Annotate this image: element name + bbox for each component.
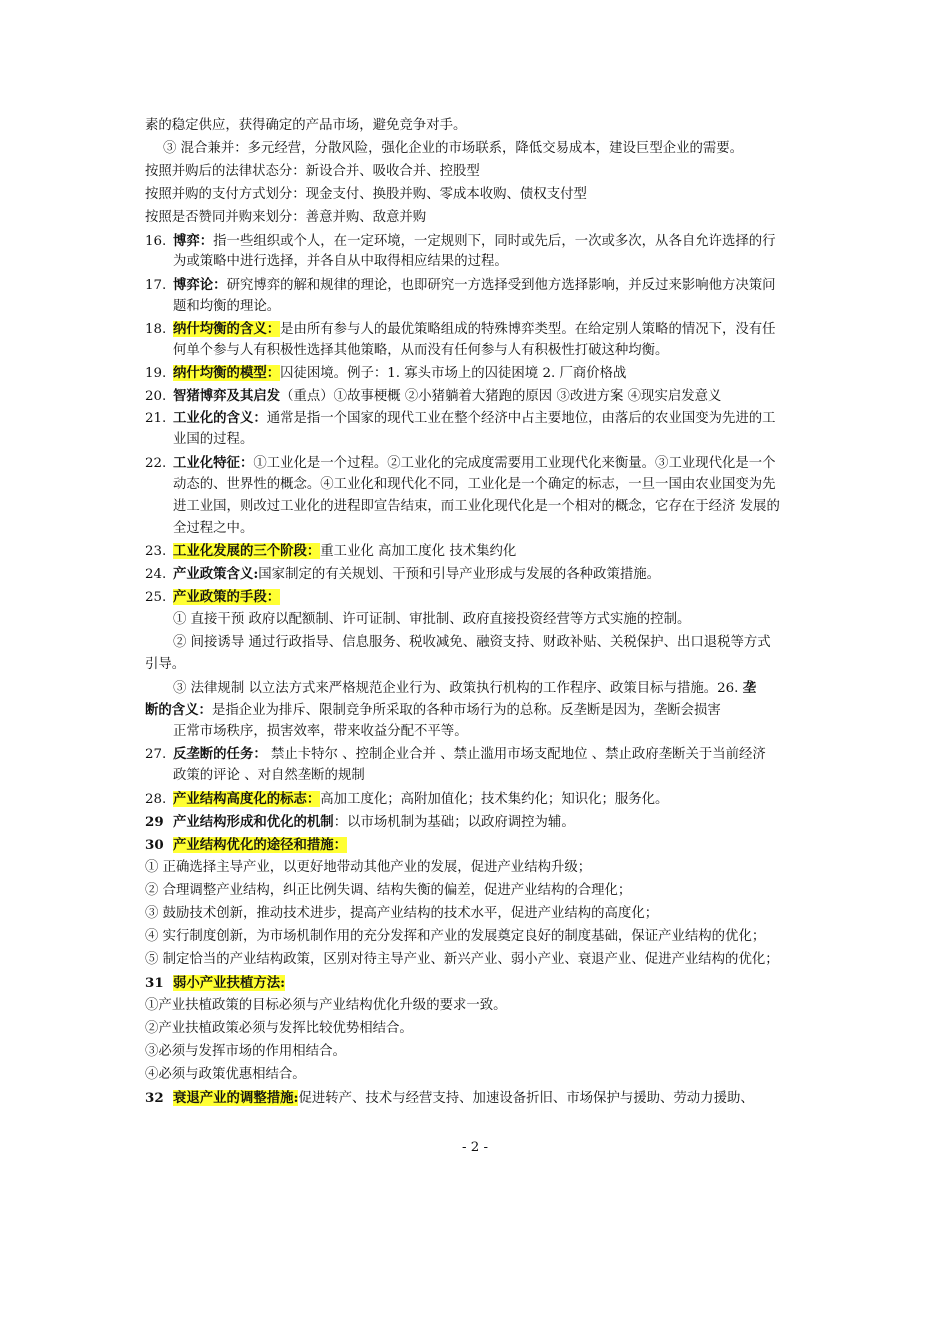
item-25-means-3: ③ 法律规制 以立法方式来严格规范企业行为、政策执行机构的工作程序、政策目标与措施。26. 垄: [173, 680, 757, 696]
item-17: 17. 博弈论：研究博弈的解和规律的理论，也即研究一方选择受到他方选择影响，并反过来影响他方决策问: [145, 277, 776, 293]
item-31-point-1: ①产业扶植政策的目标必须与产业结构优化升级的要求一致。: [145, 998, 507, 1013]
page-number: - 2 -: [461, 1140, 489, 1155]
item-18-cont: 何单个参与人有积极性选择其他策略，从而没有任何参与人有积极性打破这种均衡。: [173, 343, 669, 358]
item-31-point-3: ③必须与发挥市场的作用相结合。: [145, 1044, 346, 1059]
item-25: 25. 产业政策的手段：: [145, 589, 281, 605]
item-30-point-4: ④ 实行制度创新，为市场机制作用的充分发挥和产业的发展奠定良好的制度基础，保证产业结构的优化；: [145, 929, 766, 944]
item-30-point-3: ③ 鼓励技术创新，推动技术进步，提高产业结构的技术水平，促进产业结构的高度化；: [145, 906, 659, 921]
item-31-point-4: ④必须与政策优惠相结合。: [145, 1067, 306, 1082]
item-29: 29 产业结构形成和优化的机制：以市场机制为基础；以政府调控为辅。: [145, 814, 575, 830]
item-22-cont-1: 动态的、世界性的概念。④工业化和现代化不同，工业化是一个确定的标志，一旦一国由农业国变为先: [173, 477, 776, 492]
item-25-means-2: ② 间接诱导 通过行政指导、信息服务、税收减免、融资支持、财政补贴、关税保护、出口退税等方式: [173, 635, 771, 650]
item-19: 19. 纳什均衡的模型：囚徒困境。例子：1. 寡头市场上的囚徒困境 2. 厂商价格战: [145, 365, 627, 381]
item-28: 28. 产业结构高度化的标志：高加工度化；高附加值化；技术集约化；知识化；服务化。: [145, 791, 669, 807]
line-3: 按照并购后的法律状态分：新设合并、吸收合并、控股型: [145, 164, 480, 179]
item-20: 20. 智猪博弈及其启发（重点）①故事梗概 ②小猪躺着大猪跑的原因 ③改进方案 ④现实启发意义: [145, 388, 722, 404]
item-31-point-2: ②产业扶植政策必须与发挥比较优势相结合。: [145, 1021, 413, 1036]
line-1: 素的稳定供应，获得确定的产品市场，避免竞争对手。: [145, 118, 467, 133]
item-31: 31 弱小产业扶植方法:: [145, 975, 286, 991]
line-2: ③ 混合兼并：多元经营，分散风险，强化企业的市场联系，降低交易成本，建设巨型企业的需要。: [163, 141, 744, 156]
item-27-cont: 政策的评论 、对自然垄断的规制: [173, 768, 365, 783]
item-22-cont-2: 进工业国，则改过工业化的进程即宣告结束，而工业化现代化是一个相对的概念，它存在于经济 发展的: [173, 499, 780, 514]
item-23: 23. 工业化发展的三个阶段：重工业化 高加工度化 技术集约化: [145, 543, 517, 559]
item-17-cont: 题和均衡的理论。: [173, 299, 281, 314]
item-22-cont-3: 全过程之中。: [173, 521, 254, 536]
item-25-means-2-cont: 引导。: [145, 657, 186, 672]
item-32: 32 衰退产业的调整措施:促进转产、技术与经营支持、加速设备折旧、市场保护与援助、劳动力援助、: [145, 1090, 754, 1106]
item-16: 16. 博弈：指一些组织或个人，在一定环境，一定规则下，同时或先后，一次或多次，从各自允许选择的行: [145, 233, 776, 249]
item-22: 22. 工业化特征：①工业化是一个过程。②工业化的完成度需要用工业现代化来衡量。③工业现代化是一个: [145, 455, 776, 471]
item-18: 18. 纳什均衡的含义：是由所有参与人的最优策略组成的特殊博弈类型。在给定别人策略的情况下，没有任: [145, 321, 776, 337]
item-30: 30 产业结构优化的途径和措施：: [145, 837, 348, 853]
line-5: 按照是否赞同并购来划分：善意并购、敌意并购: [145, 210, 427, 225]
item-24: 24. 产业政策含义:国家制定的有关规划、干预和引导产业形成与发展的各种政策措施。: [145, 566, 661, 582]
item-26: 断的含义：是指企业为排斥、限制竞争所采取的各种市场行为的总称。反垄断是因为，垄断会损害: [145, 702, 721, 718]
item-25-means-1: ① 直接干预 政府以配额制、许可证制、审批制、政府直接投资经营等方式实施的控制。: [173, 612, 691, 627]
item-30-point-5: ⑤ 制定恰当的产业结构政策，区别对待主导产业、新兴产业、弱小产业、衰退产业、促进产业结构的优化；: [145, 952, 779, 967]
item-27: 27. 反垄断的任务： 禁止卡特尔 、控制企业合并 、禁止滥用市场支配地位 、禁止政府垄断关于当前经济: [145, 746, 766, 762]
line-4: 按照并购的支付方式划分：现金支付、换股并购、零成本收购、债权支付型: [145, 187, 587, 202]
item-30-point-2: ② 合理调整产业结构，纠正比例失调、结构失衡的偏差，促进产业结构的合理化；: [145, 883, 632, 898]
item-30-point-1: ① 正确选择主导产业，以更好地带动其他产业的发展，促进产业结构升级；: [145, 860, 592, 875]
item-26-cont: 正常市场秩序，损害效率，带来收益分配不平等。: [173, 724, 468, 739]
item-16-cont: 为或策略中进行选择，并各自从中取得相应结果的过程。: [173, 254, 508, 269]
item-21-cont: 业国的过程。: [173, 432, 254, 447]
item-21: 21. 工业化的含义：通常是指一个国家的现代工业在整个经济中占主要地位，由落后的农业国变为先进的工: [145, 410, 776, 426]
